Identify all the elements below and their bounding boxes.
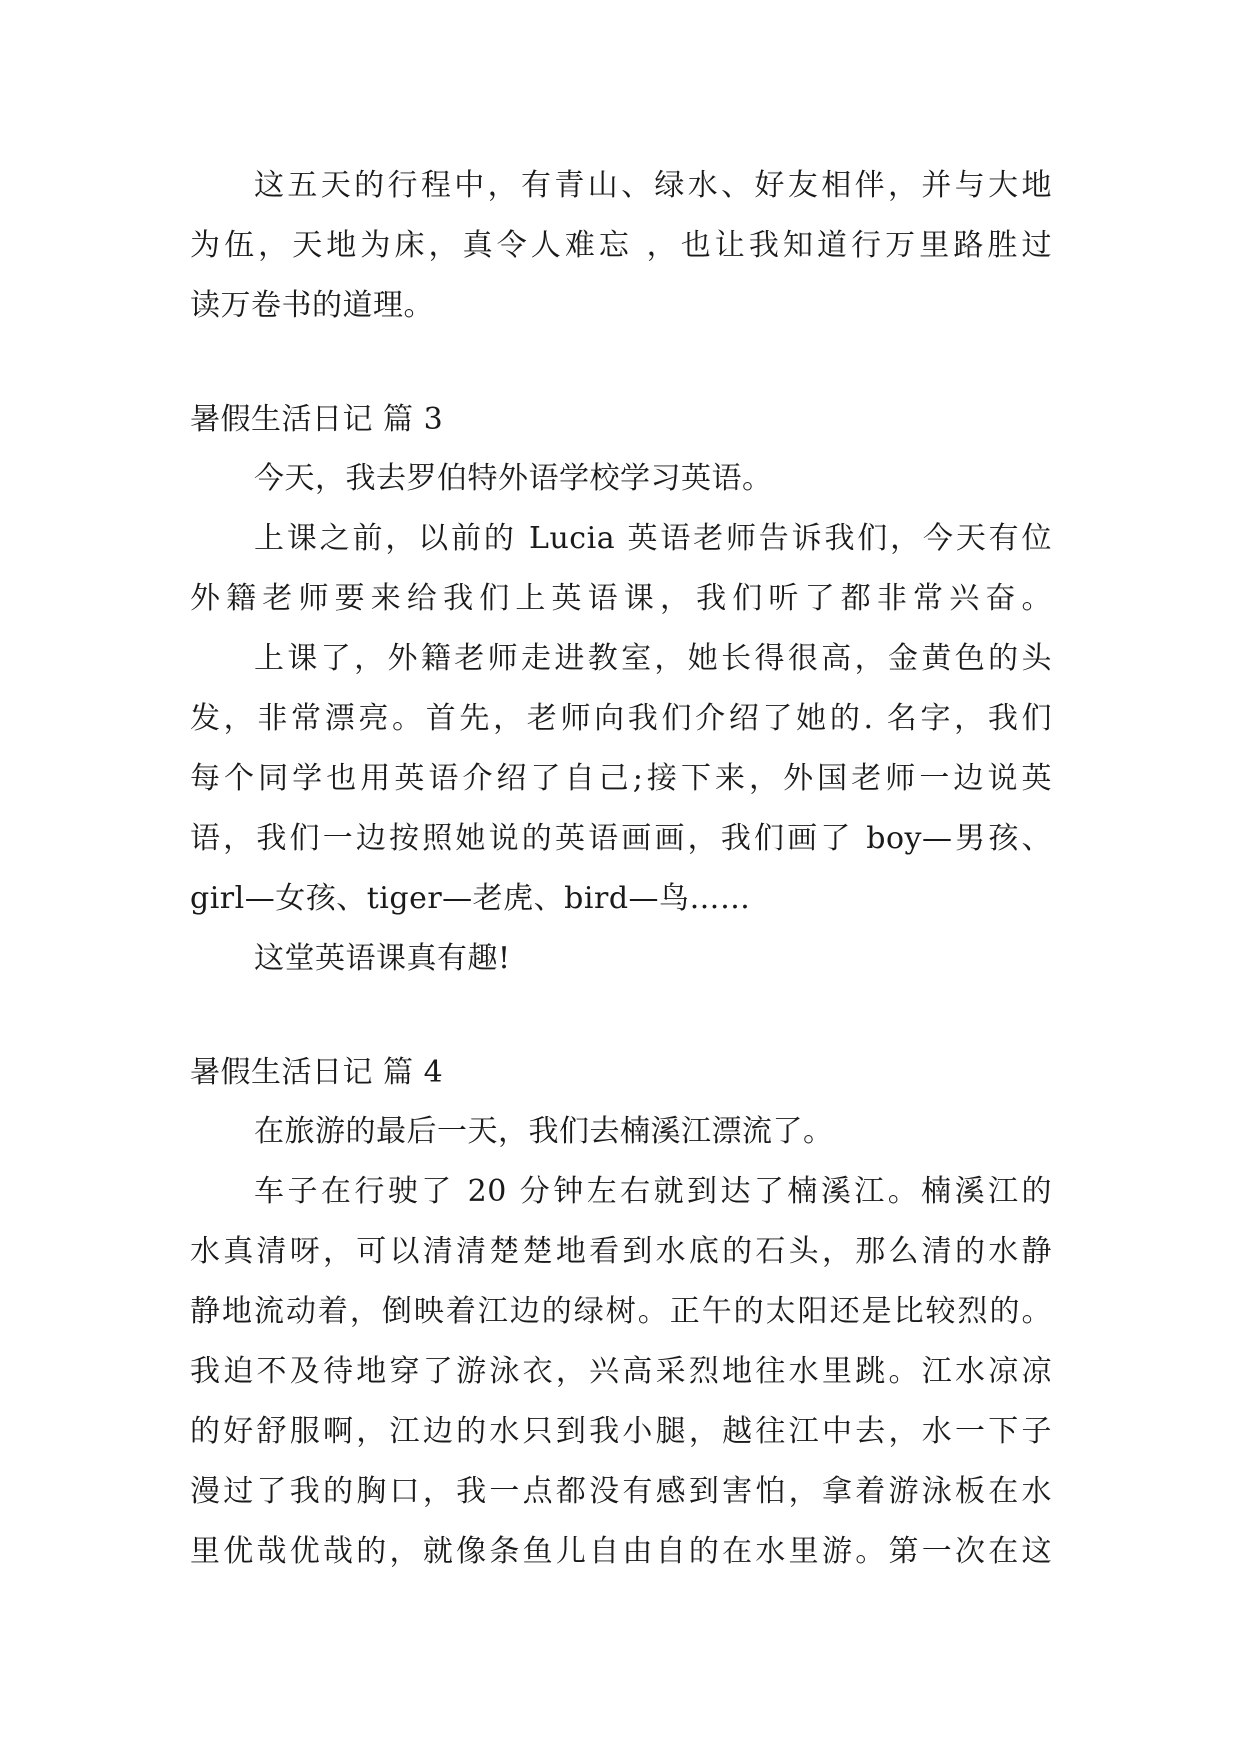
paragraph-line: 为伍，天地为床，真令人难忘 ，也让我知道行万里路胜过 [190,228,1052,263]
paragraph-line: 水真清呀，可以清清楚楚地看到水底的石头，那么清的水静 [190,1234,1052,1269]
paragraph-line: 的好舒服啊，江边的水只到我小腿，越往江中去，水一下子 [190,1414,1052,1449]
paragraph-line: 语，我们一边按照她说的英语画画，我们画了 boy—男孩、 [190,821,1052,856]
paragraph-line: 静地流动着，倒映着江边的绿树。正午的太阳还是比较烈的。 [190,1294,1052,1329]
section-heading-3: 暑假生活日记 篇 3 [190,402,444,437]
paragraph-line: 读万卷书的道理。 [190,288,434,323]
paragraph-line: 今天，我去罗伯特外语学校学习英语。 [254,461,773,496]
paragraph-line: 上课之前，以前的 Lucia 英语老师告诉我们，今天有位 [254,521,1052,556]
paragraph-line: 外籍老师要来给我们上英语课，我们听了都非常兴奋。 [190,581,1052,616]
paragraph-line: 在旅游的最后一天，我们去楠溪江漂流了。 [254,1114,834,1149]
paragraph-line: 我迫不及待地穿了游泳衣，兴高采烈地往水里跳。江水凉凉 [190,1354,1052,1389]
paragraph-line: 里优哉优哉的，就像条鱼儿自由自的在水里游。第一次在这 [190,1534,1052,1569]
paragraph-line: 车子在行驶了 20 分钟左右就到达了楠溪江。楠溪江的 [254,1174,1052,1209]
section-heading-4: 暑假生活日记 篇 4 [190,1055,444,1090]
paragraph-line: 发，非常漂亮。首先，老师向我们介绍了她的. 名字，我们 [190,701,1052,736]
paragraph-line: 这五天的行程中，有青山、绿水、好友相伴，并与大地 [254,168,1052,203]
paragraph-line: 每个同学也用英语介绍了自己;接下来，外国老师一边说英 [190,761,1052,796]
paragraph-line: 上课了，外籍老师走进教室，她长得很高，金黄色的头 [254,641,1052,676]
paragraph-line: 漫过了我的胸口，我一点都没有感到害怕，拿着游泳板在水 [190,1474,1052,1509]
paragraph-line: 这堂英语课真有趣! [254,941,511,976]
paragraph-line: girl—女孩、tiger—老虎、bird—鸟…… [190,881,751,916]
